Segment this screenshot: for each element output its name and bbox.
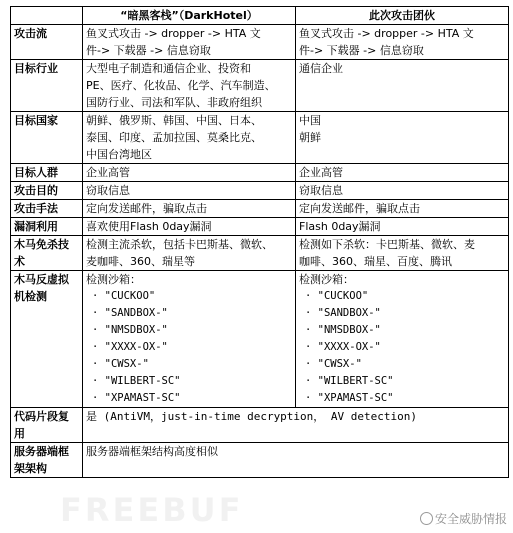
sandbox-item: · "NMSDBOX-" [92,324,168,336]
sandbox-item: · "XXXX-OX-" [305,341,381,353]
header-empty [11,7,83,25]
sandbox-item: · "CUCKOO" [305,290,369,302]
sandbox-item: · "XPAMAST-SC" [305,392,394,404]
table-row [11,60,509,112]
header-row [11,7,509,25]
sandbox-item: · "CWSX-" [92,358,149,370]
cell-line: 朝鲜、俄罗斯、韩国、中国、日本、 [86,114,262,127]
cell-this-group [296,164,509,182]
watermark-text: 安全威胁情报 [434,512,507,526]
cell-darkhotel [83,236,296,271]
row-label: 攻击目的 [11,182,83,200]
table-body-tail [11,271,509,478]
cell-line: 喜欢使用Flash 0day漏洞 [86,220,212,233]
cell-line: 窃取信息 [299,184,343,197]
row-label: 攻击流 [11,25,83,60]
table-row [11,112,509,164]
sandbox-title: 检测沙箱： [299,273,354,286]
cell-line: 企业高管 [86,166,130,179]
cell-darkhotel [83,218,296,236]
cell-line: 窃取信息 [86,184,130,197]
cell-darkhotel [83,182,296,200]
cell-darkhotel [83,164,296,182]
cell-line: 定向发送邮件，骗取点击 [299,202,420,215]
sandbox-item: · "XPAMAST-SC" [92,392,181,404]
cell-this-group [296,182,509,200]
cell-line: 朝鲜 [299,131,321,144]
cell-this-group [296,25,509,60]
cell-this-group [296,271,509,408]
row-label: 漏洞利用 [11,218,83,236]
cell-line: 中国 [299,114,321,127]
cell-line: 麦咖啡、360、瑞星等 [86,255,195,268]
table-row [11,164,509,182]
cell-line: 检测如下杀软：卡巴斯基、微软、麦 [299,238,475,251]
row-label: 目标国家 [11,112,83,164]
cell-this-group [296,200,509,218]
table-row [11,200,509,218]
sandbox-list-this-group [299,288,505,407]
cell-line: 大型电子制造和通信企业、投资和 [86,62,251,75]
row-label: 攻击手法 [11,200,83,218]
cell-darkhotel [83,25,296,60]
code-reuse-text: 是 (AntiVM，just-in-time decryption， AV detection) [83,408,509,443]
cell-line: 件-> 下载器 -> 信息窃取 [86,44,211,57]
cell-darkhotel [83,60,296,112]
cell-this-group [296,60,509,112]
sandbox-item: · "CWSX-" [305,358,362,370]
wechat-icon [420,512,433,525]
cell-line: 企业高管 [299,166,343,179]
header-this-group: 此次攻击团伙 [296,7,509,25]
cell-darkhotel [83,112,296,164]
cell-line: 通信企业 [299,62,343,75]
sandbox-list-darkhotel [86,288,292,407]
freebuf-watermark: FREEBUF [60,491,244,529]
cell-line: 检测主流杀软，包括卡巴斯基、微软、 [86,238,273,251]
sandbox-item: · "XXXX-OX-" [92,341,168,353]
cell-line: 国防行业、司法和军队、非政府组织 [86,96,262,109]
cell-darkhotel [83,200,296,218]
cell-line: 定向发送邮件，骗取点击 [86,202,207,215]
sandbox-item: · "WILBERT-SC" [305,375,394,387]
cell-line: 鱼叉式攻击 -> dropper -> HTA 文 [86,27,261,40]
sandbox-item: · "WILBERT-SC" [92,375,181,387]
cell-darkhotel [83,271,296,408]
row-label: 目标行业 [11,60,83,112]
table-row [11,25,509,60]
table-row [11,218,509,236]
cell-this-group [296,218,509,236]
table-body [11,25,509,271]
header-darkhotel: “暗黑客栈”（DarkHotel） [83,7,296,25]
cell-line: 件-> 下载器 -> 信息窃取 [299,44,424,57]
source-watermark [420,510,507,527]
cell-line: 中国台湾地区 [86,148,152,161]
row-sandbox [11,271,509,408]
server-text: 服务器端框架结构高度相似 [83,443,509,478]
row-label: 服务器端框架架构 [11,443,83,478]
row-server [11,443,509,478]
cell-line: Flash 0day漏洞 [299,220,381,233]
row-label: 木马免杀技术 [11,236,83,271]
cell-this-group [296,236,509,271]
cell-line: 泰国、印度、孟加拉国、莫桑比克、 [86,131,262,144]
sandbox-item: · "CUCKOO" [92,290,156,302]
row-code-reuse [11,408,509,443]
comparison-table [10,6,509,478]
sandbox-item: · "NMSDBOX-" [305,324,381,336]
sandbox-item: · "SANDBOX-" [92,307,168,319]
sandbox-title: 检测沙箱： [86,273,141,286]
sandbox-item: · "SANDBOX-" [305,307,381,319]
row-label: 代码片段复用 [11,408,83,443]
cell-line: PE、医疗、化妆品、化学、汽车制造、 [86,79,276,92]
table-row [11,182,509,200]
table-row [11,236,509,271]
row-label: 木马反虚拟机检测 [11,271,83,408]
cell-line: 鱼叉式攻击 -> dropper -> HTA 文 [299,27,474,40]
cell-this-group [296,112,509,164]
row-label: 目标人群 [11,164,83,182]
cell-line: 咖啡、360、瑞星、百度、腾讯 [299,255,452,268]
